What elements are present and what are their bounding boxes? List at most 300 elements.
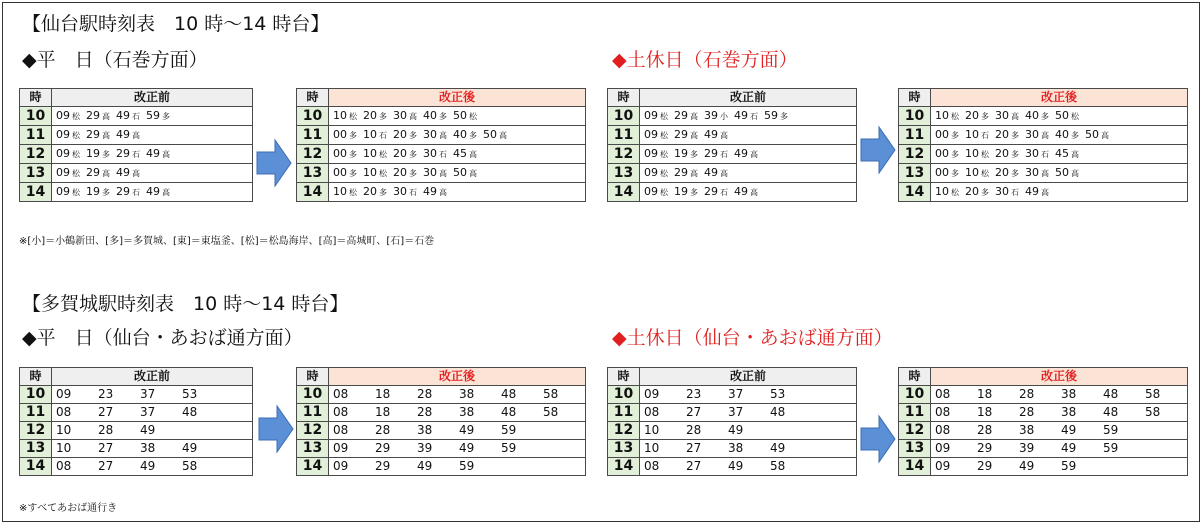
tagajo-section-title: 【多賀城駅時刻表 10 時～14 時台】 [22,293,349,315]
departure-minute: 59 [1103,423,1119,437]
departure-minute: 39 [1019,441,1035,455]
departure-minute: 09 [56,185,70,198]
table-row [608,386,857,404]
departures-cell [931,422,1188,440]
departure-minute: 30 [423,147,437,160]
destination-code: 高 [162,188,170,197]
tagajo-weekday-after-table [296,367,586,476]
departure-minute: 59 [1103,441,1119,455]
table-row [899,386,1188,404]
departure-entry [423,164,447,182]
departure-entry [935,126,959,144]
departure-minute: 59 [501,441,517,455]
destination-code: 高 [690,169,698,178]
departures-cell [640,440,857,458]
hour-cell: 11 [20,126,52,145]
destination-code: 松 [72,188,80,197]
table-row [20,107,253,126]
destination-code: 松 [1071,112,1079,121]
departure-minute: 49 [770,441,786,455]
destination-code: 多 [690,150,698,159]
hour-cell: 11 [20,404,52,422]
departure-minute: 58 [182,459,198,473]
departure-entry [453,126,477,144]
departure-minute: 50 [483,128,497,141]
destination-code: 松 [379,150,387,159]
hour-cell: 10 [899,107,931,126]
departures-cell [52,145,253,164]
destination-code: 高 [1011,112,1019,121]
departure-minute: 50 [453,109,467,122]
destination-code: 石 [132,112,140,121]
departures-cell [329,164,586,183]
destination-code: 石 [720,150,728,159]
departure-minute: 09 [644,185,658,198]
departure-minute: 29 [116,147,130,160]
departure-entry [116,164,140,182]
departures-cell [640,164,857,183]
departure-entry [393,183,417,201]
destination-code: 松 [951,112,959,121]
table-row [608,145,857,164]
destination-code: 石 [439,150,447,159]
table-row [608,126,857,145]
destination-code: 松 [469,112,477,121]
destination-code: 高 [750,150,758,159]
departure-entry [363,145,387,163]
departure-minute: 09 [935,441,951,455]
hour-cell: 14 [899,183,931,202]
departure-entry [56,183,80,201]
departure-minute: 49 [459,441,475,455]
destination-code: 石 [1041,150,1049,159]
departure-entry [734,145,758,163]
right-arrow-icon [257,404,295,454]
departure-minute: 59 [146,109,160,122]
hour-cell: 11 [608,126,640,145]
departure-minute: 09 [935,459,951,473]
destination-code: 松 [72,150,80,159]
departure-minute: 49 [734,185,748,198]
destination-code: 松 [951,188,959,197]
departure-minute: 50 [1085,128,1099,141]
hour-cell: 14 [297,183,329,202]
destination-code: 多 [1011,150,1019,159]
before-revision-header: 改正前 [640,368,857,386]
hour-cell: 10 [899,386,931,404]
departure-entry [363,107,387,125]
departure-minute: 20 [363,185,377,198]
destination-code: 高 [469,150,477,159]
departure-minute: 10 [965,128,979,141]
departure-minute: 20 [995,166,1009,179]
before-revision-header: 改正前 [52,368,253,386]
destination-code: 松 [72,131,80,140]
destination-code: 多 [981,112,989,121]
hour-cell: 12 [20,422,52,440]
departure-minute: 53 [770,387,786,401]
departure-entry [453,164,477,182]
destination-code: 多 [102,188,110,197]
hour-cell: 10 [608,107,640,126]
sendai-holiday-after-table [898,88,1188,202]
departures-cell [52,386,253,404]
destination-code: 松 [660,188,668,197]
departure-entry [644,164,668,182]
table-row [297,145,586,164]
table-row [608,107,857,126]
hour-cell: 13 [297,440,329,458]
departure-entry [674,126,698,144]
departure-minute: 49 [182,441,198,455]
departure-minute: 48 [1103,387,1119,401]
table-row [608,422,857,440]
table-row [608,440,857,458]
destination-code: 松 [660,131,668,140]
departure-entry [423,126,447,144]
hour-cell: 10 [20,107,52,126]
departure-minute: 38 [1061,387,1077,401]
departure-entry [995,164,1019,182]
departure-minute: 30 [1025,147,1039,160]
departure-entry [644,126,668,144]
departure-minute: 40 [1025,109,1039,122]
destination-code: 松 [72,169,80,178]
departure-entry [935,107,959,125]
departures-cell [931,183,1188,202]
departure-entry [965,183,989,201]
departure-minute: 49 [734,109,748,122]
destination-code: 松 [72,112,80,121]
departure-minute: 27 [686,441,702,455]
departure-minute: 29 [674,128,688,141]
departure-entry [333,183,357,201]
departure-minute: 58 [543,387,559,401]
departure-minute: 37 [728,405,744,419]
departure-minute: 49 [417,459,433,473]
departure-minute: 49 [140,423,156,437]
departure-entry [333,145,357,163]
departure-minute: 20 [995,147,1009,160]
hour-cell: 14 [608,183,640,202]
departure-minute: 10 [363,166,377,179]
destination-code: 多 [162,112,170,121]
departure-entry [995,183,1019,201]
departure-minute: 30 [1025,166,1039,179]
departure-minute: 19 [86,185,100,198]
before-revision-header: 改正前 [52,89,253,107]
departures-cell [931,164,1188,183]
table-row [899,183,1188,202]
departure-minute: 48 [770,405,786,419]
sendai-weekday-after-table [296,88,586,202]
departure-entry [1025,145,1049,163]
destination-code: 石 [132,188,140,197]
table-row [608,183,857,202]
departure-minute: 28 [375,423,391,437]
hour-cell: 13 [608,164,640,183]
departure-minute: 38 [459,387,475,401]
departure-entry [644,183,668,201]
departure-entry [1055,145,1079,163]
departures-cell [931,145,1188,164]
departure-minute: 49 [116,166,130,179]
tagajo-note: ※すべてあおば通行き [19,503,118,514]
departure-minute: 29 [674,166,688,179]
departure-minute: 49 [146,147,160,160]
departure-entry [1085,126,1109,144]
departure-minute: 09 [644,387,660,401]
departure-minute: 20 [965,185,979,198]
hour-column-header: 時 [899,368,931,386]
departure-entry [1025,164,1049,182]
departures-cell [640,422,857,440]
departure-entry [86,145,110,163]
table-row [297,107,586,126]
table-row [899,458,1188,476]
destination-code: 高 [102,112,110,121]
departure-minute: 08 [56,405,72,419]
departure-entry [1055,126,1079,144]
tagajo-weekday-label: ◆平 日（仙台・あおば通方面） [22,327,303,349]
departures-cell [640,126,857,145]
departures-cell [931,126,1188,145]
departure-minute: 28 [417,387,433,401]
departure-minute: 23 [686,387,702,401]
before-revision-header: 改正前 [640,89,857,107]
departures-cell [640,458,857,476]
departure-minute: 29 [375,441,391,455]
hour-cell: 13 [20,440,52,458]
hour-column-header: 時 [20,89,52,107]
departure-minute: 30 [995,185,1009,198]
departure-minute: 59 [764,109,778,122]
destination-code: 石 [1011,188,1019,197]
departures-cell [329,386,586,404]
table-row [297,422,586,440]
departure-entry [704,183,728,201]
departure-minute: 09 [333,459,349,473]
departure-minute: 59 [1061,459,1077,473]
departures-cell [640,183,857,202]
departure-entry [86,183,110,201]
hour-cell: 11 [297,126,329,145]
table-row [297,386,586,404]
departure-minute: 00 [935,147,949,160]
sendai-legend-note: ※[小]＝小鶴新田、[多]＝多賀城、[東]＝東塩釜、[松]＝松島海岸、[高]＝高城町、[石]＝石巻 [19,236,435,247]
destination-code: 高 [162,150,170,159]
departure-minute: 48 [501,405,517,419]
destination-code: 多 [1011,169,1019,178]
departure-minute: 40 [453,128,467,141]
table-row [297,183,586,202]
departure-minute: 18 [977,387,993,401]
departure-minute: 08 [333,405,349,419]
departures-cell [329,126,586,145]
departure-minute: 29 [674,109,688,122]
destination-code: 松 [349,112,357,121]
hour-column-header: 時 [297,89,329,107]
departures-cell [931,458,1188,476]
departure-minute: 09 [644,109,658,122]
departures-cell [931,107,1188,126]
destination-code: 高 [102,169,110,178]
destination-code: 多 [951,169,959,178]
destination-code: 高 [439,131,447,140]
departure-minute: 40 [423,109,437,122]
departure-entry [704,145,728,163]
departure-entry [965,107,989,125]
departure-minute: 30 [1025,128,1039,141]
destination-code: 高 [409,112,417,121]
tagajo-holiday-before-table [607,367,857,476]
departure-entry [423,145,447,163]
table-row [297,458,586,476]
departure-minute: 28 [977,423,993,437]
departure-minute: 08 [333,387,349,401]
table-row [899,126,1188,145]
departure-minute: 59 [459,459,475,473]
departure-minute: 58 [1145,405,1161,419]
departure-minute: 09 [644,128,658,141]
hour-cell: 14 [899,458,931,476]
departure-minute: 28 [98,423,114,437]
departure-minute: 20 [363,109,377,122]
departure-minute: 08 [935,405,951,419]
destination-code: 石 [409,188,417,197]
departure-minute: 28 [1019,405,1035,419]
hour-cell: 10 [20,386,52,404]
destination-code: 多 [409,169,417,178]
departure-minute: 30 [423,128,437,141]
destination-code: 高 [1041,169,1049,178]
departures-cell [52,164,253,183]
departures-cell [52,126,253,145]
departure-minute: 29 [704,147,718,160]
hour-cell: 12 [608,422,640,440]
departure-minute: 49 [704,166,718,179]
departure-minute: 10 [935,109,949,122]
hour-cell: 12 [899,422,931,440]
departure-minute: 10 [363,147,377,160]
departure-minute: 39 [704,109,718,122]
destination-code: 高 [439,169,447,178]
departures-cell [52,107,253,126]
destination-code: 松 [349,188,357,197]
departure-entry [86,164,110,182]
hour-cell: 13 [297,164,329,183]
destination-code: 多 [349,150,357,159]
departure-minute: 10 [333,185,347,198]
table-row [20,458,253,476]
hour-cell: 13 [899,440,931,458]
departure-entry [393,107,417,125]
departure-minute: 09 [56,387,72,401]
table-row [20,183,253,202]
departure-minute: 28 [417,405,433,419]
table-row [899,440,1188,458]
departure-minute: 10 [965,147,979,160]
departure-minute: 45 [453,147,467,160]
table-row [20,386,253,404]
departures-cell [640,107,857,126]
destination-code: 松 [981,150,989,159]
departure-minute: 00 [935,166,949,179]
departures-cell [52,183,253,202]
departure-minute: 30 [423,166,437,179]
destination-code: 多 [780,112,788,121]
departure-minute: 49 [1019,459,1035,473]
hour-cell: 14 [20,458,52,476]
departure-minute: 58 [1145,387,1161,401]
destination-code: 高 [1041,188,1049,197]
departure-minute: 50 [453,166,467,179]
departure-minute: 49 [728,459,744,473]
departure-minute: 27 [98,459,114,473]
hour-column-header: 時 [899,89,931,107]
table-row [20,422,253,440]
departures-cell [640,386,857,404]
destination-code: 多 [349,169,357,178]
departure-entry [56,126,80,144]
departure-minute: 18 [977,405,993,419]
departure-entry [995,107,1019,125]
hour-cell: 11 [608,404,640,422]
departure-minute: 49 [459,423,475,437]
destination-code: 多 [951,150,959,159]
departure-entry [146,145,170,163]
destination-code: 多 [379,188,387,197]
destination-code: 高 [132,131,140,140]
destination-code: 多 [379,112,387,121]
destination-code: 高 [499,131,507,140]
departure-entry [935,145,959,163]
departure-minute: 19 [86,147,100,160]
departure-entry [146,107,170,125]
departure-entry [56,107,80,125]
departure-minute: 09 [644,166,658,179]
destination-code: 高 [102,131,110,140]
departure-minute: 50 [1055,109,1069,122]
departure-minute: 49 [728,423,744,437]
departure-minute: 18 [375,405,391,419]
destination-code: 多 [1011,131,1019,140]
departure-minute: 29 [977,441,993,455]
departure-entry [393,145,417,163]
departure-entry [333,107,357,125]
hour-cell: 13 [608,440,640,458]
departures-cell [329,404,586,422]
departures-cell [52,404,253,422]
destination-code: 松 [981,169,989,178]
departure-minute: 38 [1019,423,1035,437]
departure-minute: 49 [423,185,437,198]
departure-entry [363,183,387,201]
destination-code: 高 [439,188,447,197]
departures-cell [329,440,586,458]
sendai-holiday-label: ◆土休日（石巻方面） [612,49,798,71]
hour-cell: 12 [297,422,329,440]
destination-code: 多 [409,150,417,159]
departure-entry [423,183,447,201]
departure-entry [734,107,758,125]
destination-code: 多 [469,131,477,140]
departure-minute: 53 [182,387,198,401]
departure-minute: 29 [86,109,100,122]
departure-minute: 00 [333,166,347,179]
departure-entry [333,164,357,182]
departure-minute: 49 [1061,441,1077,455]
